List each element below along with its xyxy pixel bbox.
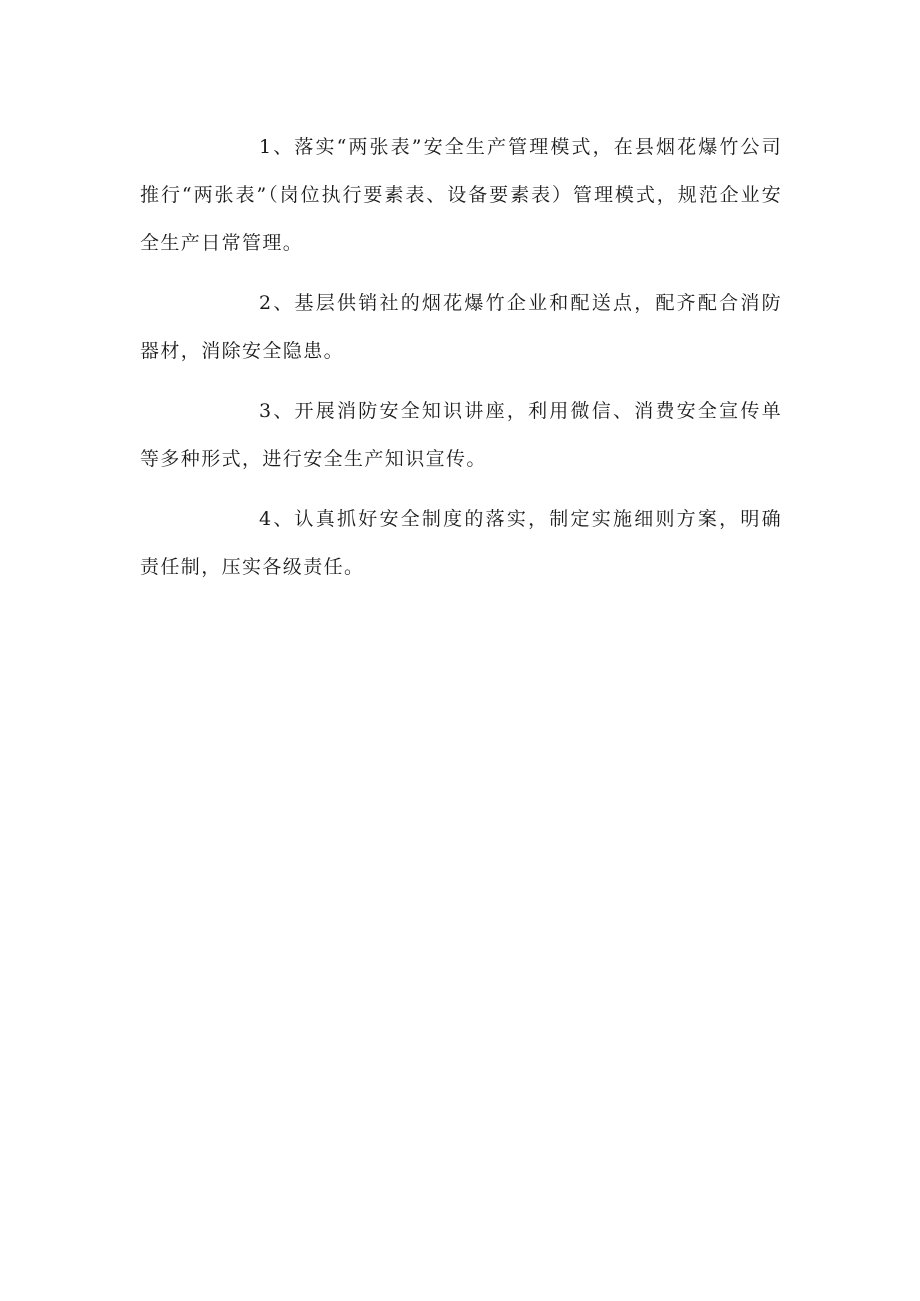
paragraph-2: 2、基层供销社的烟花爆竹企业和配送点，配齐配合消防器材，消除安全隐患。	[140, 292, 782, 362]
paragraph-4: 4、认真抓好安全制度的落实，制定实施细则方案，明确责任制，压实各级责任。	[140, 508, 782, 578]
document-body	[140, 123, 782, 603]
paragraph-3: 3、开展消防安全知识讲座，利用微信、消费安全宣传单等多种形式，进行安全生产知识宣传。	[140, 400, 782, 470]
paragraph-1: 1、落实“两张表”安全生产管理模式，在县烟花爆竹公司推行“两张表”（岗位执行要素表、设备要素表）管理模式，规范企业安全生产日常管理。	[140, 136, 782, 254]
